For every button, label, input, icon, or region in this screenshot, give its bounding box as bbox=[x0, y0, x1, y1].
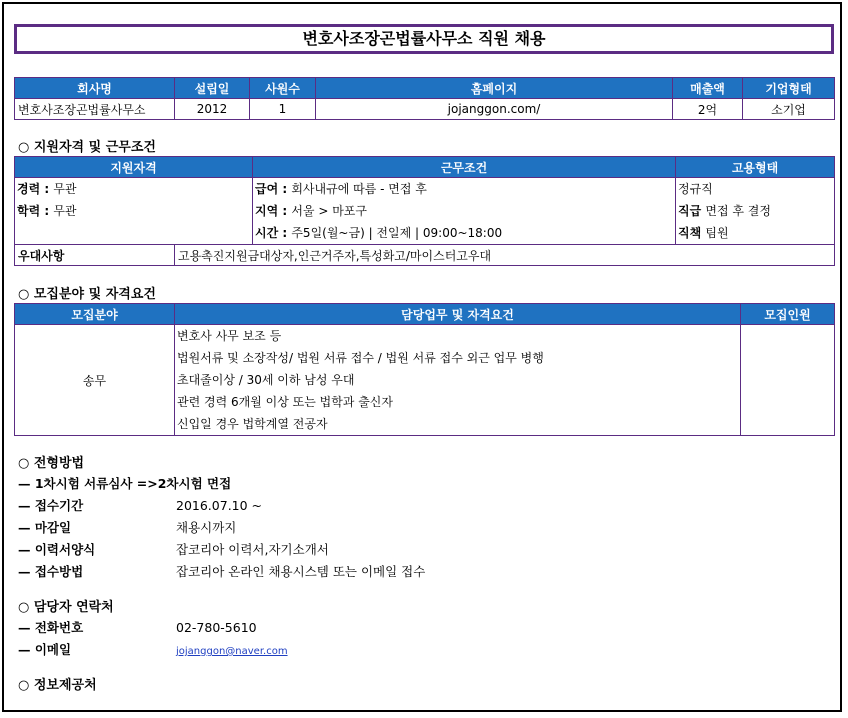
contact-phone-row: — 전화번호 02-780-5610 bbox=[18, 620, 257, 635]
section-recruit-title: ○ 모집분야 및 자격요건 bbox=[18, 287, 156, 302]
contact-email-row: — 이메일 jojanggon@naver.com bbox=[18, 642, 288, 657]
recruit-field: 송무 bbox=[15, 325, 175, 436]
homepage-link[interactable]: jojanggon.com/ bbox=[316, 99, 673, 120]
revenue: 2억 bbox=[673, 99, 743, 120]
section-source-title: ○ 정보제공처 bbox=[18, 678, 97, 693]
career-line: 경력 : 무관 bbox=[17, 182, 77, 196]
duty-item: 법원서류 및 소장작성/ 법원 서류 접수 / 법원 서류 접수 외근 업무 병행 bbox=[177, 351, 544, 365]
qualification-cell bbox=[15, 178, 253, 245]
preference-value: 고용촉진지원금대상자,인근거주자,특성화고/마이스터고우대 bbox=[175, 245, 835, 266]
company-table bbox=[14, 77, 835, 120]
col-field: 모집분야 bbox=[15, 304, 175, 325]
employment-type-cell bbox=[676, 178, 835, 245]
email-link[interactable]: jojanggon@naver.com bbox=[176, 646, 288, 657]
col-founded: 설립일 bbox=[175, 78, 250, 99]
preference-label: 우대사항 bbox=[15, 245, 175, 266]
process-row-period: — 접수기간 2016.07.10 ~ bbox=[18, 498, 263, 513]
phone-number: 02-780-5610 bbox=[176, 620, 257, 635]
recruit-table bbox=[14, 303, 835, 436]
col-revenue: 매출액 bbox=[673, 78, 743, 99]
duty-item: 초대졸이상 / 30세 이하 남성 우대 bbox=[177, 373, 355, 387]
founded-year: 2012 bbox=[175, 99, 250, 120]
process-row-method: — 접수방법 잡코리아 온라인 채용시스템 또는 이메일 접수 bbox=[18, 564, 426, 579]
section-process-title: ○ 전형방법 bbox=[18, 456, 85, 471]
duty-item: 신입일 경우 법학계열 전공자 bbox=[177, 417, 328, 431]
section-qualifications-title: ○ 지원자격 및 근무조건 bbox=[18, 140, 156, 155]
col-company-name: 회사명 bbox=[15, 78, 175, 99]
work-conditions-cell bbox=[253, 178, 676, 245]
col-employees: 사원수 bbox=[250, 78, 316, 99]
section-contact-title: ○ 담당자 연락처 bbox=[18, 600, 114, 615]
duty-item: 관련 경력 6개월 이상 또는 법학과 출신자 bbox=[177, 395, 393, 409]
process-row-resume: — 이력서양식 잡코리아 이력서,자기소개서 bbox=[18, 542, 329, 557]
company-name: 변호사조장곤법률사무소 bbox=[15, 99, 175, 120]
company-type: 소기업 bbox=[743, 99, 835, 120]
headcount bbox=[741, 325, 835, 436]
duty-line: 직책 팀원 bbox=[678, 226, 729, 240]
employment-type: 정규직 bbox=[678, 182, 713, 196]
hours-line: 시간 : 주5일(월~금) | 전일제 | 09:00~18:00 bbox=[255, 226, 503, 240]
process-steps: — 1차시험 서류심사 =>2차시험 면접 bbox=[18, 476, 232, 491]
col-headcount: 모집인원 bbox=[741, 304, 835, 325]
rank-line: 직급 면접 후 결정 bbox=[678, 204, 771, 218]
col-duties: 담당업무 및 자격요건 bbox=[175, 304, 741, 325]
col-company-type: 기업형태 bbox=[743, 78, 835, 99]
region-line: 지역 : 서울 > 마포구 bbox=[255, 204, 367, 218]
conditions-table bbox=[14, 156, 835, 266]
duties-cell bbox=[175, 325, 741, 436]
process-row-deadline: — 마감일 채용시까지 bbox=[18, 520, 237, 535]
page-title: 변호사조장곤법률사무소 직원 채용 bbox=[14, 24, 834, 54]
education-line: 학력 : 무관 bbox=[17, 204, 77, 218]
employee-count: 1 bbox=[250, 99, 316, 120]
col-employment-type: 고용형태 bbox=[676, 157, 835, 178]
col-homepage: 홈페이지 bbox=[316, 78, 673, 99]
col-qualification: 지원자격 bbox=[15, 157, 253, 178]
col-work-conditions: 근무조건 bbox=[253, 157, 676, 178]
duty-item: 변호사 사무 보조 등 bbox=[177, 329, 282, 343]
pay-line: 급여 : 회사내규에 따름 - 면접 후 bbox=[255, 182, 427, 196]
